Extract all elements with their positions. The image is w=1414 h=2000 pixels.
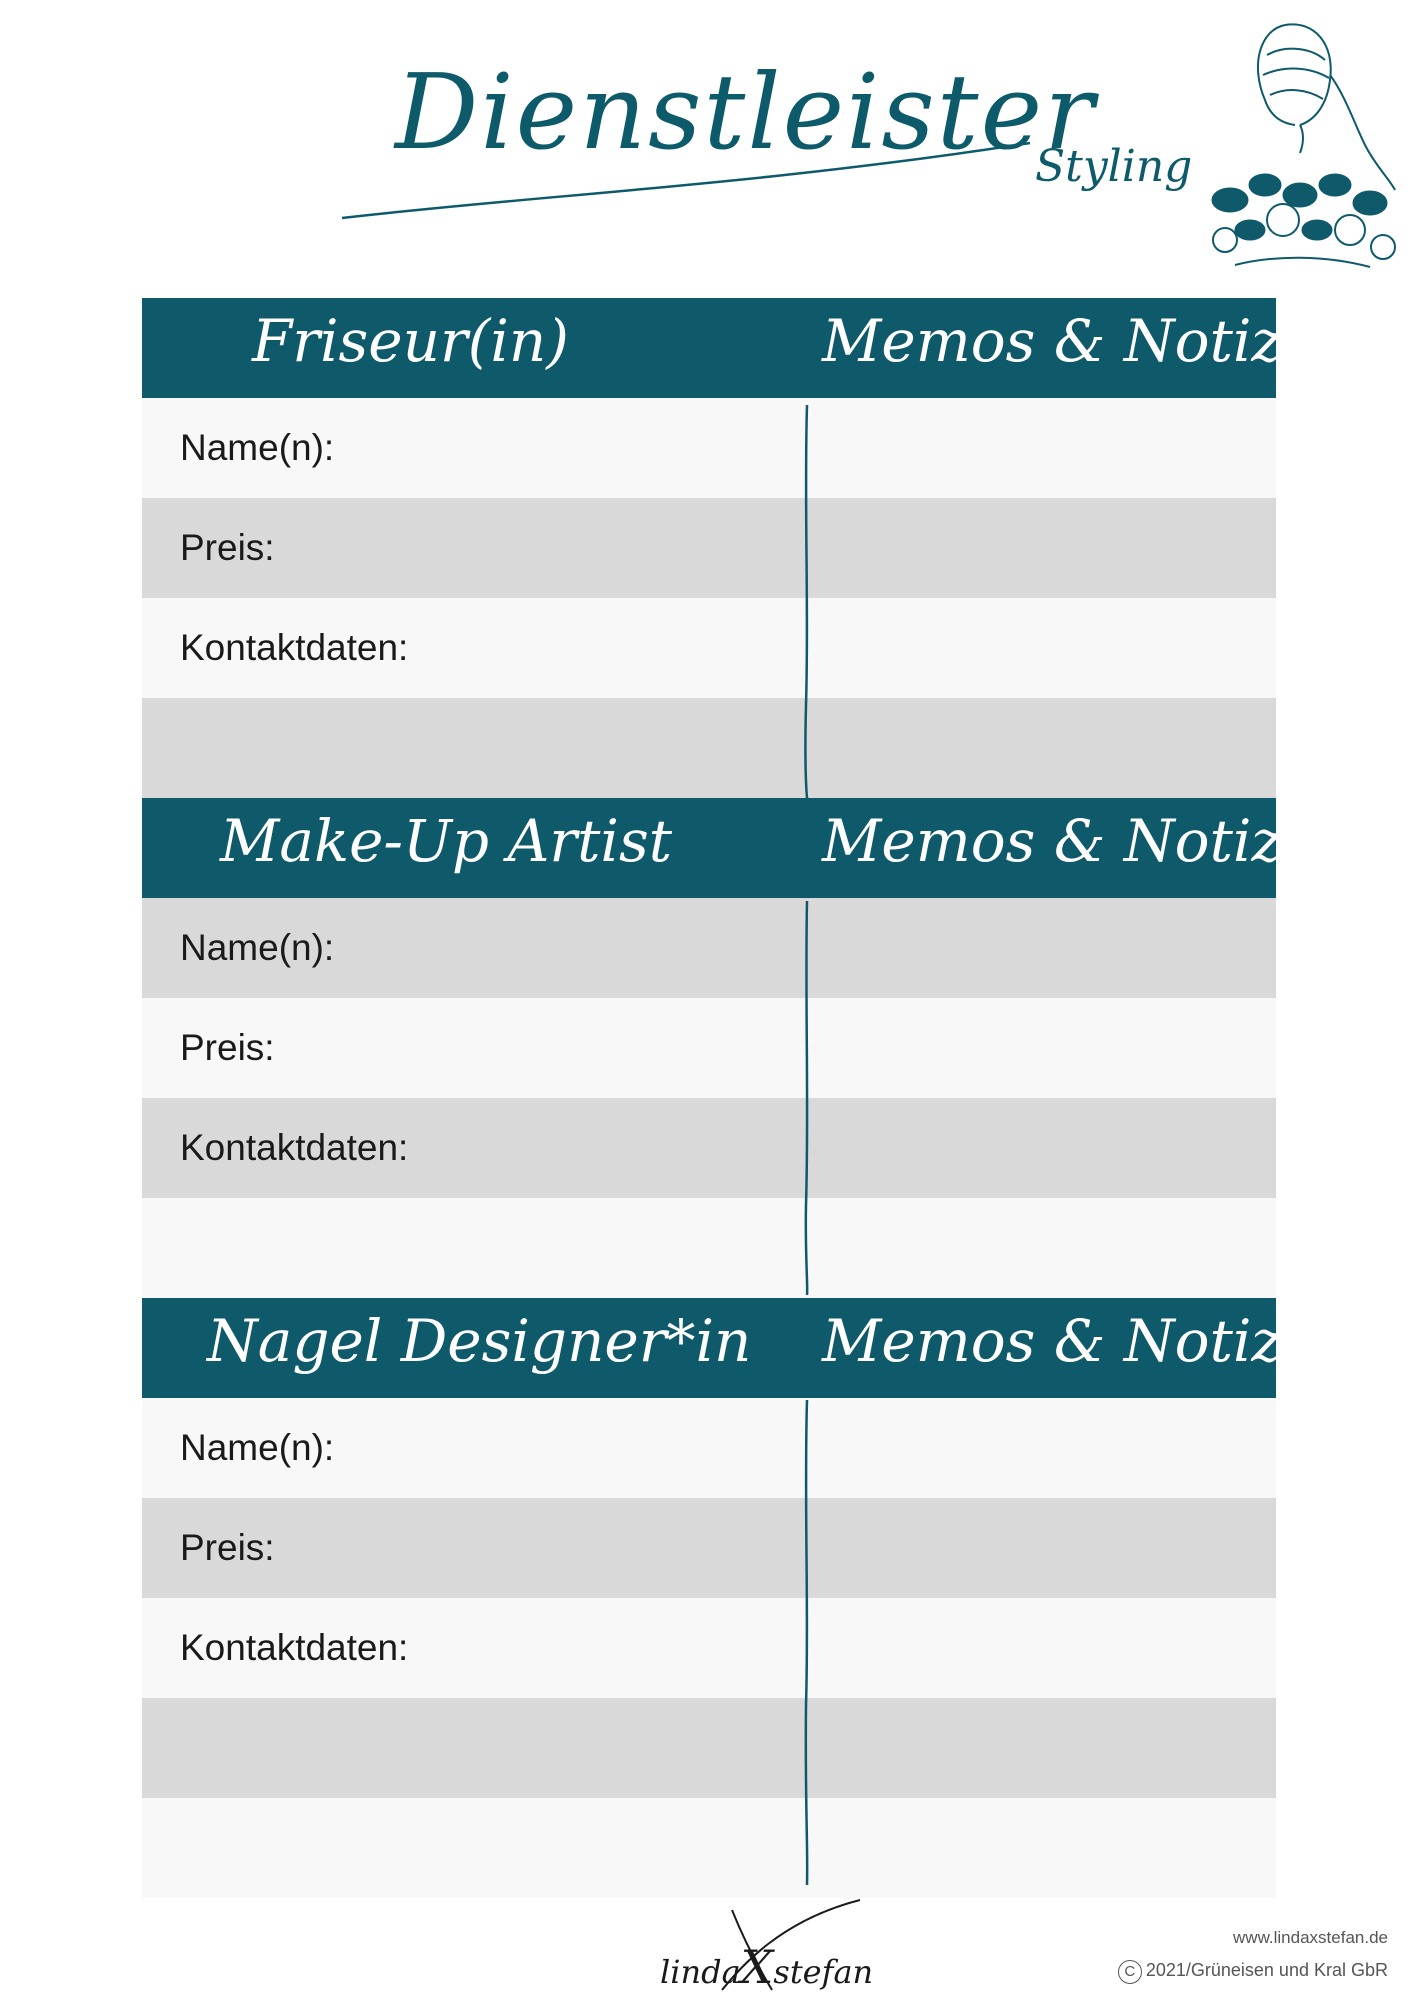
field-label: Name(n): [180,1427,335,1468]
section-title: Make-Up Artist [220,807,673,875]
field-row-name[interactable] [142,1398,1276,1498]
section-friseur [142,298,1354,798]
copyright-text: 2021/Grüneisen und Kral GbR [1145,1960,1388,1980]
field-row-contact[interactable] [142,598,1276,698]
memo-heading: Memos & Notizen [822,1307,1354,1375]
field-label: Preis: [180,1027,275,1068]
section-nagel-designer [142,1298,1354,1898]
field-row-name[interactable] [142,398,1276,498]
field-row-price[interactable] [142,998,1276,1098]
field-row-blank[interactable] [142,1198,1276,1298]
brand-logo [660,1940,873,1994]
brand-part-2: stefan [773,1953,874,1991]
field-row-blank[interactable] [142,1798,1276,1898]
section-header [142,1298,1354,1398]
bride-illustration-icon [1205,15,1400,275]
page-title: Dienstleister [395,51,1096,173]
field-row-price[interactable] [142,498,1276,598]
field-label: Kontaktdaten: [180,627,409,668]
footer-copyright [1118,1960,1388,1984]
brand-x: X [740,1940,774,1994]
brand-part-1: linda [660,1953,741,1991]
field-row-contact[interactable] [142,1598,1276,1698]
section-header [142,298,1354,398]
section-title: Nagel Designer*in [207,1307,752,1375]
field-label: Name(n): [180,927,335,968]
section-makeup [142,798,1354,1298]
field-label: Kontaktdaten: [180,1627,409,1668]
field-row-contact[interactable] [142,1098,1276,1198]
field-label: Name(n): [180,427,335,468]
footer-website: www.lindaxstefan.de [1233,1928,1388,1947]
page-subtitle: Styling [1035,141,1193,192]
column-divider [800,405,814,1890]
field-row-blank[interactable] [142,1698,1276,1798]
copyright-icon: C [1118,1960,1142,1984]
field-label: Preis: [180,1527,275,1568]
field-label: Kontaktdaten: [180,1127,409,1168]
memo-heading: Memos & Notizen [822,307,1354,375]
field-row-blank[interactable] [142,698,1276,798]
memo-heading: Memos & Notizen [822,807,1354,875]
field-label: Preis: [180,527,275,568]
field-row-price[interactable] [142,1498,1276,1598]
section-title: Friseur(in) [252,307,569,375]
field-row-name[interactable] [142,898,1276,998]
section-header [142,798,1354,898]
